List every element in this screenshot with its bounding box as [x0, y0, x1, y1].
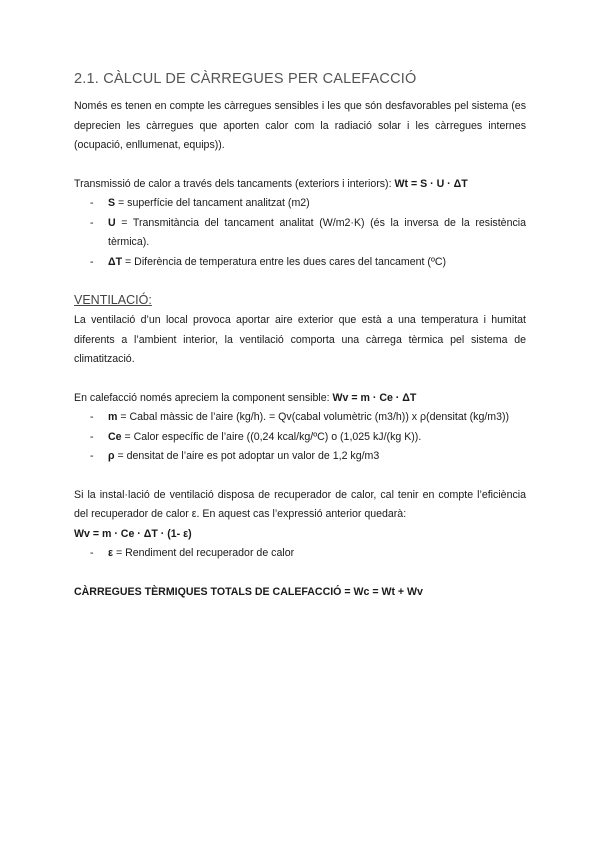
list-item	[90, 194, 526, 214]
sensible-text: En calefacció només apreciem la component sensible:	[74, 391, 333, 404]
list-desc: = Rendiment del recuperador de calor	[113, 547, 295, 559]
sensible-paragraph	[74, 389, 526, 409]
list-term: ε	[108, 547, 114, 559]
transmission-list	[74, 194, 526, 272]
ventilation-paragraph: La ventilació d’un local provoca aportar aire exterior que està a una temperatura i humitat diferents a l’ambient interior, la ventilació comporta una càrrega tèrmica pel sistema de climatització.	[74, 314, 526, 365]
list-term: ΔT	[108, 255, 123, 268]
list-item	[90, 253, 526, 273]
list-item	[90, 428, 526, 448]
sensible-formula: Wv = m · Ce · ΔT	[332, 391, 417, 404]
list-item	[90, 447, 526, 467]
recovery-list	[74, 544, 526, 564]
list-term: S	[108, 197, 116, 209]
ventilation-heading: VENTILACIÓ:	[74, 293, 152, 307]
intro-paragraph: Només es tenen en compte les càrregues sensibles i les que són desfavorables pel sistema (es deprecien les càrregues que aporten calor com la radiació solar i les càrregues internes (ocupació, enllumenat, equips)).	[74, 100, 526, 151]
list-desc: = Calor específic de l’aire ((0,24 kcal/kg/ºC) o (1,025 kJ/(kg K)).	[121, 430, 422, 443]
recovery-formula: Wv = m · Ce · ΔT · (1- ε)	[74, 527, 192, 540]
list-term: U	[108, 216, 116, 229]
total-loads-formula: CÀRREGUES TÈRMIQUES TOTALS DE CALEFACCIÓ = Wc = Wt + Wv	[74, 585, 423, 598]
list-desc: = superfície del tancament analitzat (m2)	[115, 197, 310, 209]
recovery-formula-line	[74, 525, 526, 545]
list-desc: = Diferència de temperatura entre les dues cares del tancament (ºC)	[122, 255, 446, 268]
list-desc: = Cabal màssic de l’aire (kg/h). = Qv(cabal volumètric (m3/h)) x ρ(densitat (kg/m3))	[117, 411, 510, 423]
transmission-text: Transmissió de calor a través dels tancaments (exteriors i interiors):	[74, 177, 395, 190]
list-term: ρ	[108, 450, 115, 462]
list-desc: = densitat de l’aire es pot adoptar un valor de 1,2 kg/m3	[114, 450, 380, 462]
list-item	[90, 214, 526, 253]
list-desc: = Transmitància del tancament analitat (W/m2·K) (és la inversa de la resistència tèrmica).	[108, 216, 526, 248]
transmission-formula: Wt = S · U · ΔT	[394, 177, 468, 190]
transmission-paragraph	[74, 175, 526, 195]
list-item	[90, 408, 526, 428]
list-term: Ce	[108, 430, 122, 443]
list-item	[90, 544, 526, 564]
section-title: 2.1. CÀLCUL DE CÀRREGUES PER CALEFACCIÓ	[74, 71, 417, 87]
document-page	[74, 70, 526, 602]
recovery-paragraph: Si la instal·lació de ventilació disposa de recuperador de calor, cal tenir en compte l’eficiència del recuperador de calor ε. En aquest cas l’expressió anterior quedarà:	[74, 488, 526, 520]
ventilation-list	[74, 408, 526, 467]
list-term: m	[108, 411, 118, 423]
